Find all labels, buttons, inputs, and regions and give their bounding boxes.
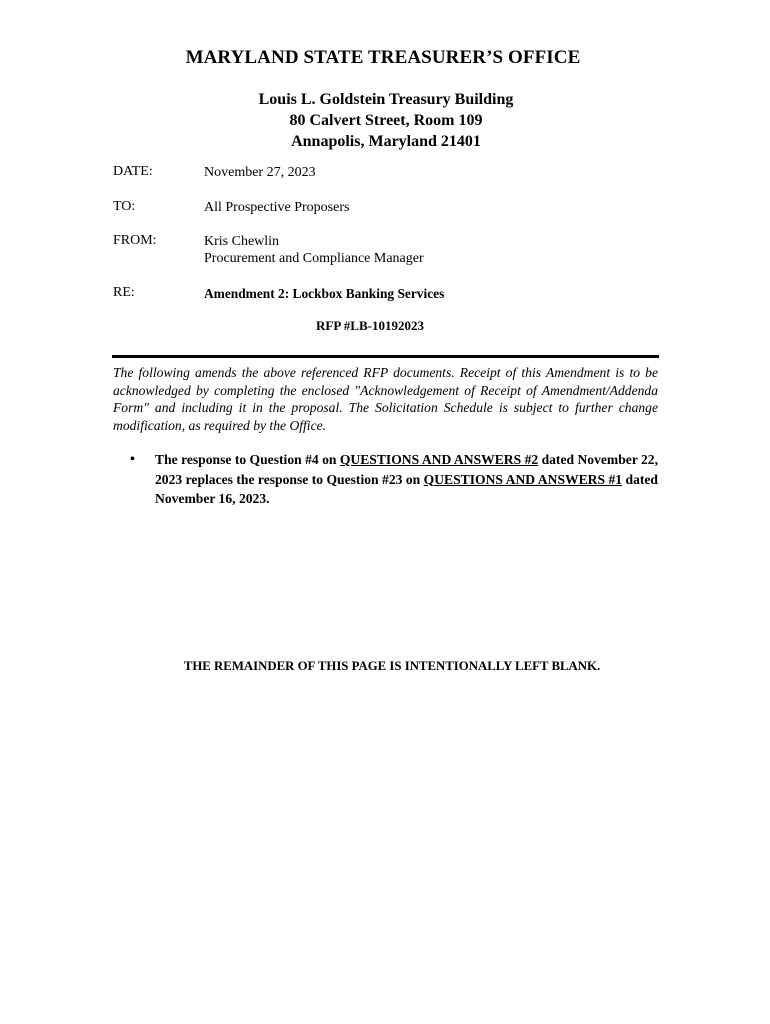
from-title: Procurement and Compliance Manager <box>204 251 424 266</box>
bullet-text-part2: dated November 22, 2023 replaces the response to Question #23 on <box>155 452 659 487</box>
address-city: Annapolis, Maryland 21401 <box>291 133 481 150</box>
to-label: TO: <box>113 199 136 214</box>
questions-answers-2-link[interactable]: QUESTIONS AND ANSWERS #2 <box>339 452 539 467</box>
date-value: November 27, 2023 <box>204 165 316 180</box>
office-title: MARYLAND STATE TREASURER’S OFFICE <box>185 47 581 68</box>
bullet-text-part1: The response to Question #4 on <box>155 452 340 467</box>
rfp-number: RFP #LB-10192023 <box>316 318 424 333</box>
bullet-text-part3: dated November 16, 2023. <box>155 471 658 506</box>
divider-rule <box>112 355 659 358</box>
amendment-bullet <box>130 450 658 509</box>
bullet-icon: • <box>130 452 135 467</box>
to-value: All Prospective Proposers <box>204 200 350 215</box>
questions-answers-1-link[interactable]: QUESTIONS AND ANSWERS #1 <box>423 471 623 487</box>
office-address <box>0 89 770 152</box>
re-value: Amendment 2: Lockbox Banking Services <box>204 286 445 301</box>
amendment-intro: The following amends the above referenced RFP documents. Receipt of this Amendment is to be acknowledged by completing the enclosed "Acknowledgement of Receipt of Amendment/Addenda Form" and including it in the proposal. The Solicitation Schedule is subject to further change modification, as required by the Office. <box>113 365 658 433</box>
bullet-text <box>155 450 658 509</box>
from-value <box>204 233 424 267</box>
address-building: Louis L. Goldstein Treasury Building <box>258 91 514 108</box>
date-label: DATE: <box>113 164 153 179</box>
address-street: 80 Calvert Street, Room 109 <box>289 112 483 129</box>
blank-page-notice: THE REMAINDER OF THIS PAGE IS INTENTIONALLY LEFT BLANK. <box>183 659 601 673</box>
from-name: Kris Chewlin <box>204 234 280 249</box>
re-label: RE: <box>113 285 135 300</box>
from-label: FROM: <box>113 233 157 248</box>
